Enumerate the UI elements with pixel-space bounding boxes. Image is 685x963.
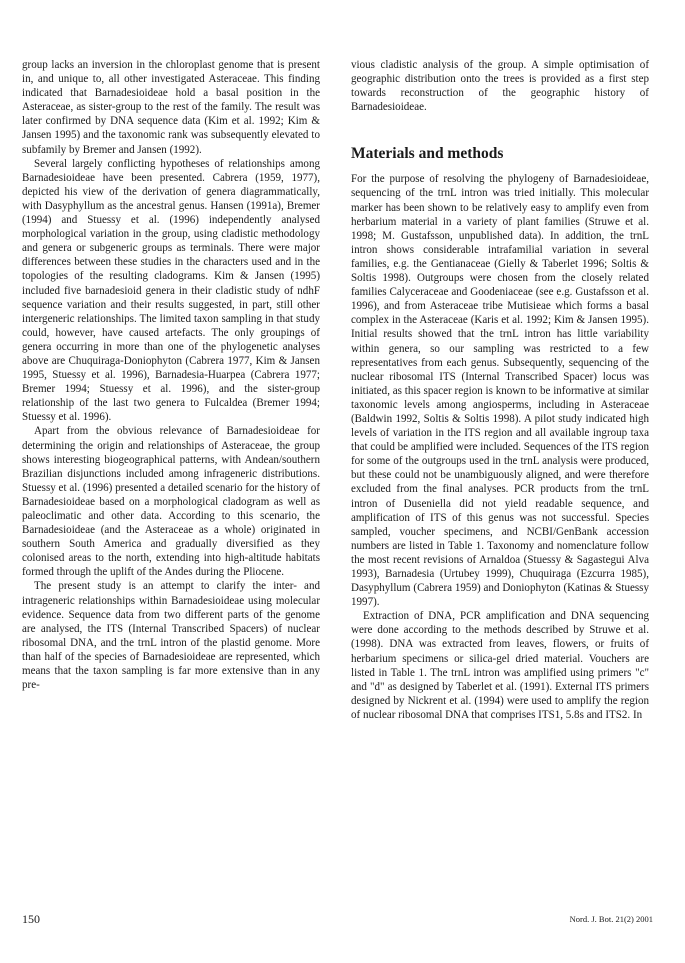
- paragraph: Several largely conflicting hypotheses of relationships among Barnadesioideae have been presented. Cabrera (1959, 1977), depicted his view of the derivation of genera diagrammatically, with Dasyphyllum as the ancestral genus. Hansen (1991a), Bremer (1994) and Stuessy et al. (1996) independently analysed morphological variation in the group, using cladistic methodology and genera or subgeneric groups as terminals. There were major differences between these studies in the characters used and in the topologies of the resulting cladograms. Kim & Jansen (1995) included five barnadesioid genera in their cladistic study of ndhF sequence variation and their results suggested, in part, still other intergeneric relationships. The limited taxon sampling in that study could, however, have caused artefacts. The only groupings of genera occurring in more than one of the phylogenetic analyses above are Chuquiraga-Doniophyton (Cabrera 1977, Kim & Jansen 1995, Stuessy et al. 1996), Barnadesia-Huarpea (Cabrera 1977; Bremer 1994; Stuessy et al. 1996), and the sister-group relationship of the last two genera to Fulcaldea (Bremer 1994; Stuessy et al. 1996).: [22, 157, 320, 424]
- paragraph: group lacks an inversion in the chloroplast genome that is present in, and unique to, all other investigated Asteraceae. This finding indicated that Barnadesioideae hold a basal position in the Asteraceae, as sister-group to the rest of the family. The result was later confirmed by DNA sequence data (Kim et al. 1992; Kim & Jansen 1995) and the taxonomic rank was subsequently elevated to subfamily by Bremer and Jansen (1992).: [22, 59, 320, 156]
- right-column: [351, 58, 649, 722]
- paragraph: Extraction of DNA, PCR amplification and DNA sequencing were done according to the methods described by Struwe et al. (1998). DNA was extracted from leaves, flowers, or fruits of herbarium specimens or silica-gel dried material. Vouchers are listed in Table 1. The trnL intron was amplified using primers "c" and "d" as designed by Taberlet et al. (1991). External ITS primers designed by Nickrent et al. (1994) were used to amplify the region of nuclear ribosomal DNA that comprises ITS1, 5.8s and ITS2. In: [351, 610, 649, 721]
- paragraph: Apart from the obvious relevance of Barnadesioideae for determining the origin and relationships of Asteraceae, the group shows interesting biogeographical patterns, with Andean/southern Brazilian disjunctions included among infrageneric distributions. Stuessy et al. (1996) presented a detailed scenario for the history of Barnadesioideae based on a morphological cladogram as well as paleoclimatic and other data. According to this scenario, the Barnadesioideae (and the Asteraceae as a whole) originated in southern South America and gradually diversified as they colonised areas to the north, extending into high-altitude habitats formed through the uplift of the Andes during the Pliocene.: [22, 425, 320, 579]
- journal-citation: Nord. J. Bot. 21(2) 2001: [569, 914, 653, 924]
- section-heading: Materials and methods: [351, 145, 504, 163]
- paragraph: vious cladistic analysis of the group. A simple optimisation of geographic distribution onto the trees is provided as a first step towards reconstruction of the geographic history of Barnadesioideae.: [351, 59, 649, 114]
- paragraph: The present study is an attempt to clarify the inter- and intrageneric relationships within Barnadesioideae using molecular evidence. Sequence data from two different parts of the genome are analysed, the ITS (Internal Transcribed Spacers) of nuclear ribosomal DNA, and the trnL intron of the plastid genome. More than half of the species of Barnadesioideae are represented, which means that the taxon sampling is far more extensive than in any pre-: [22, 580, 320, 692]
- paragraph: For the purpose of resolving the phylogeny of Barnadesioideae, sequencing of the trnL intron was tried initially. This molecular marker has been shown to be relatively easy to amplify even from herbarium material in a variety of plant families (Struwe et al. 1998; M. Gustafsson, unpublished data). In addition, the trnL intron shows considerable intrafamilial variation in several families, e.g. the Gentianaceae (Gielly & Taberlet 1996; Soltis & Soltis 1998). Outgroups were chosen from the closely related families Calyceraceae and Goodeniaceae (see e.g. Gustafsson et al. 1996), and from Asteraceae tribe Mutisieae which forms a basal complex in the Asteraceae (Karis et al. 1992; Kim & Jansen 1995). Initial results showed that the trnL intron has little variability within genera, so our sampling was restricted to a few representatives from each genus. Subsequently, sequencing of the nuclear ribosomal ITS (Internal Transcribed Spacer) locus was initiated, as this spacer region is known to be informative at similar taxonomic levels among angiosperms, including in Asteraceae (Baldwin 1992, Soltis & Soltis 1998). A pilot study indicated high levels of variation in the ITS region and all available ingroup taxa that could be amplified were included. Sequences of the ITS region for some of the outgroups used in the trnL analysis were produced, but these could not be unambiguously aligned, and were therefore excluded from the final analyses. PCR products from the trnL intron of Duseniella did not yield readable sequence, and amplification of ITS of this genus was not successful. Species sampled, voucher specimens, and NCBI/GenBank accession numbers are listed in Table 1. Taxonomy and nomenclature follow the most recent revisions of Arnaldoa (Stuessy & Sagastegui Alva 1993), Barnadesia (Urtubey 1999), Chuquiraga (Ezcurra 1985), Dasyphyllum (Cabrera 1959) and Doniophyton (Katinas & Stuessy 1997).: [351, 173, 649, 609]
- left-column: [22, 58, 320, 692]
- page-number: 150: [22, 912, 40, 926]
